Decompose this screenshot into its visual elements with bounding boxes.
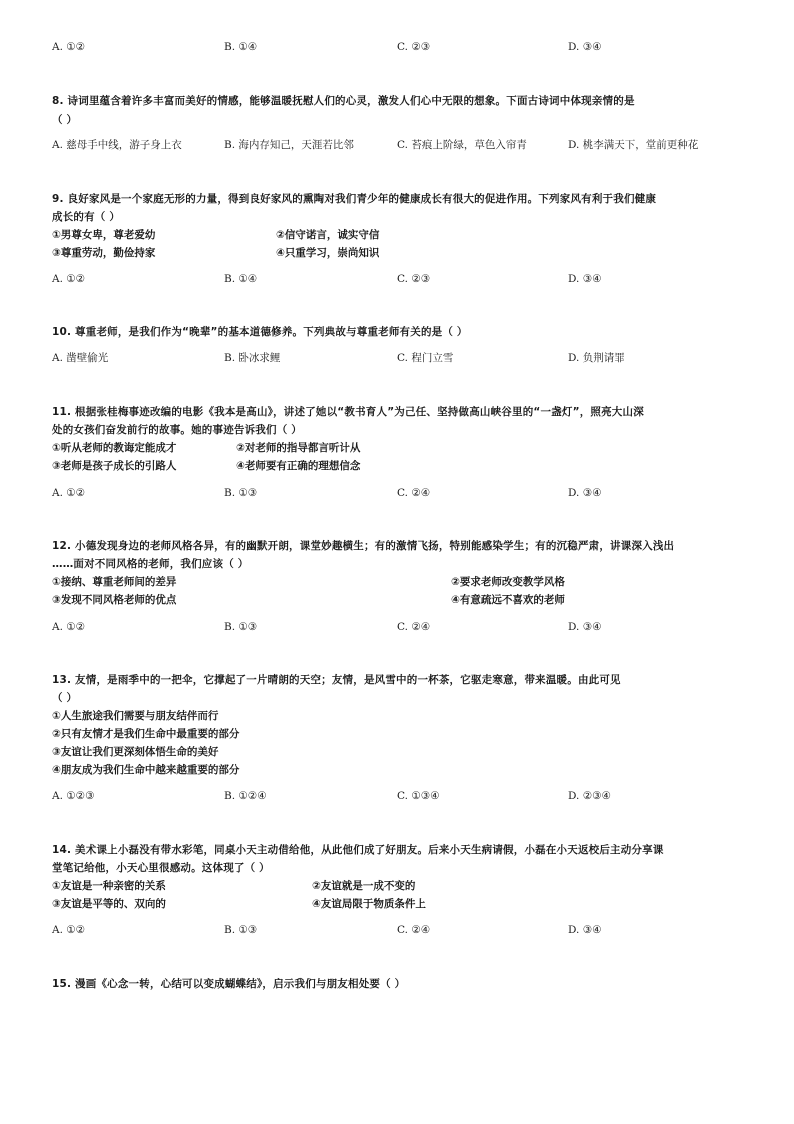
q11-statement-1: ①听从老师的教诲定能成才 (52, 442, 177, 454)
q13-option-d: D. ②③④ (568, 790, 611, 802)
q9-option-c: C. ②③ (397, 273, 431, 285)
q13-option-a: A. ①②③ (52, 790, 95, 802)
q7-option-d: D. ③④ (568, 41, 602, 53)
q14-option-d: D. ③④ (568, 924, 602, 936)
q11-stem-line-2: 处的女孩们奋发前行的故事。她的事迹告诉我们（ ） (52, 424, 302, 436)
q13-option-b: B. ①②④ (224, 790, 267, 802)
q11-statement-2: ②对老师的指导都言听计从 (236, 442, 361, 454)
q11-statement-3: ③老师是孩子成长的引路人 (52, 460, 177, 472)
q12-statement-1: ①接纳、尊重老师间的差异 (52, 576, 177, 588)
q7-option-b: B. ①④ (224, 41, 258, 53)
q8-option-a: A. 慈母手中线，游子身上衣 (52, 139, 182, 151)
q9-statement-3: ③尊重劳动，勤俭持家 (52, 247, 156, 259)
q14-option-c: C. ②④ (397, 924, 431, 936)
q8-option-b: B. 海内存知己，天涯若比邻 (224, 139, 354, 151)
q7-option-c: C. ②③ (397, 41, 431, 53)
q13-statement-2: ②只有友情才是我们生命中最重要的部分 (52, 728, 240, 740)
q14-stem-line-2: 堂笔记给他，小天心里很感动。这体现了（ ） (52, 862, 270, 874)
q13-stem-line-1: 13. 友情，是雨季中的一把伞，它撑起了一片晴朗的天空；友情，是风雪中的一杯茶，它驱走寒意，带来温暖。由此可见 (52, 674, 621, 686)
q12-statement-2: ②要求老师改变教学风格 (451, 576, 565, 588)
q12-stem-line-2: ……面对不同风格的老师，我们应该（ ） (52, 558, 249, 570)
q12-option-c: C. ②④ (397, 621, 431, 633)
q14-option-b: B. ①③ (224, 924, 258, 936)
q11-stem-line-1: 11. 根据张桂梅事迹改编的电影《我本是高山》，讲述了她以“教书育人”为己任、坚持做高山峡谷里的“一盏灯”，照亮大山深 (52, 406, 644, 418)
q14-statement-1: ①友谊是一种亲密的关系 (52, 880, 166, 892)
q11-option-b: B. ①③ (224, 487, 258, 499)
q9-statement-4: ④只重学习，崇尚知识 (276, 247, 380, 259)
q8-stem-line-2: （ ） (52, 114, 78, 126)
q10-option-d: D. 负荆请罪 (568, 352, 625, 364)
q14-option-a: A. ①② (52, 924, 86, 936)
q14-statement-2: ②友谊就是一成不变的 (312, 880, 416, 892)
q13-statement-1: ①人生旅途我们需要与朋友结伴而行 (52, 710, 219, 722)
q9-stem-line-2: 成长的有（ ） (52, 211, 121, 223)
q9-option-d: D. ③④ (568, 273, 602, 285)
q12-option-b: B. ①③ (224, 621, 258, 633)
q12-option-d: D. ③④ (568, 621, 602, 633)
q10-stem-line-1: 10. 尊重老师，是我们作为“晚辈”的基本道德修养。下列典故与尊重老师有关的是（ ） (52, 326, 468, 338)
q11-option-a: A. ①② (52, 487, 86, 499)
q7-option-a: A. ①② (52, 41, 86, 53)
q10-option-b: B. 卧冰求鲤 (224, 352, 281, 364)
q8-option-d: D. 桃李满天下，堂前更种花 (568, 139, 699, 151)
q14-statement-4: ④友谊局限于物质条件上 (312, 898, 426, 910)
q13-option-c: C. ①③④ (397, 790, 440, 802)
q8-option-c: C. 苔痕上阶绿，草色入帘青 (397, 139, 527, 151)
q9-stem-line-1: 9. 良好家风是一个家庭无形的力量，得到良好家风的熏陶对我们青少年的健康成长有很大的促进作用。下列家风有利于我们健康 (52, 193, 657, 205)
q10-option-c: C. 程门立雪 (397, 352, 454, 364)
q11-statement-4: ④老师要有正确的理想信念 (236, 460, 361, 472)
q9-statement-2: ②信守诺言，诚实守信 (276, 229, 380, 241)
q13-statement-4: ④朋友成为我们生命中越来越重要的部分 (52, 764, 240, 776)
q9-option-b: B. ①④ (224, 273, 258, 285)
q12-statement-3: ③发现不同风格老师的优点 (52, 594, 177, 606)
q9-option-a: A. ①② (52, 273, 86, 285)
q13-statement-3: ③友谊让我们更深刻体悟生命的美好 (52, 746, 219, 758)
q14-stem-line-1: 14. 美术课上小磊没有带水彩笔，同桌小天主动借给他，从此他们成了好朋友。后来小天生病请假，小磊在小天返校后主动分享课 (52, 844, 664, 856)
q10-option-a: A. 凿壁偷光 (52, 352, 109, 364)
q13-stem-line-2: （ ） (52, 692, 78, 704)
q11-option-d: D. ③④ (568, 487, 602, 499)
q15-stem-line-1: 15. 漫画《心念一转，心结可以变成蝴蝶结》，启示我们与朋友相处要（ ） (52, 978, 406, 990)
q9-statement-1: ①男尊女卑，尊老爱幼 (52, 229, 156, 241)
q12-stem-line-1: 12. 小德发现身边的老师风格各异，有的幽默开朗，课堂妙趣横生；有的激情飞扬，特别能感染学生；有的沉稳严肃，讲课深入浅出 (52, 540, 675, 552)
q12-option-a: A. ①② (52, 621, 86, 633)
q14-statement-3: ③友谊是平等的、双向的 (52, 898, 166, 910)
q11-option-c: C. ②④ (397, 487, 431, 499)
q8-stem-line-1: 8. 诗词里蕴含着许多丰富而美好的情感，能够温暖抚慰人们的心灵，激发人们心中无限的想象。下面古诗词中体现亲情的是 (52, 95, 635, 107)
q12-statement-4: ④有意疏远不喜欢的老师 (451, 594, 565, 606)
